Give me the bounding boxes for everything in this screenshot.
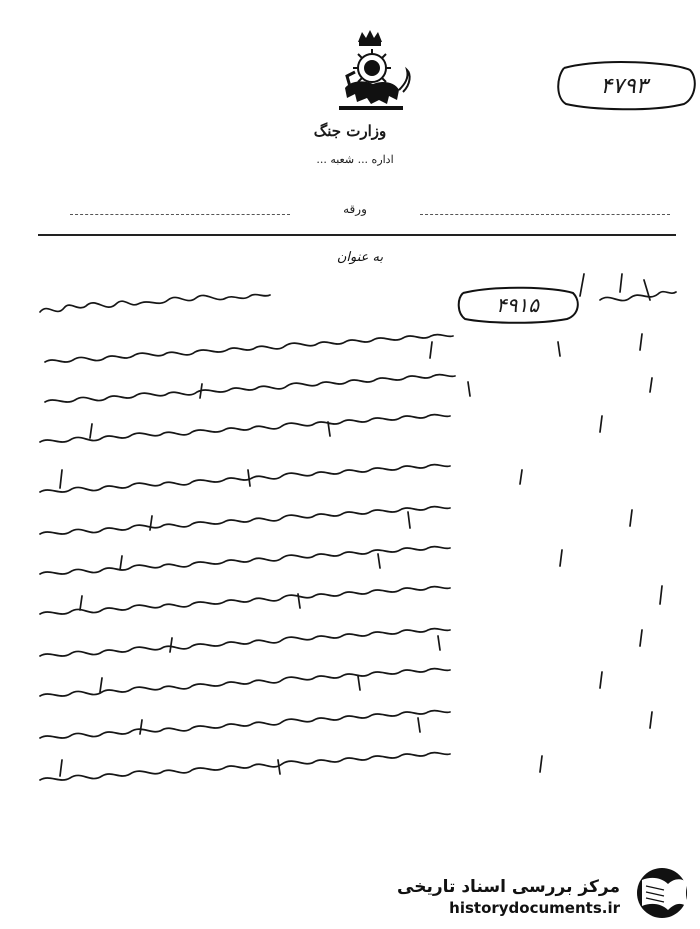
- handwriting-line: [40, 586, 662, 614]
- handwriting-line: [40, 415, 602, 442]
- archive-name: مرکز بررسی اسناد تاریخی: [397, 877, 620, 897]
- handwriting-line: [40, 465, 522, 492]
- reference-number: ۴۹۱۵: [496, 293, 539, 317]
- handwriting-line: [40, 547, 562, 574]
- handwriting-line: [40, 669, 602, 696]
- handwriting-line: [45, 375, 652, 402]
- ministry-name: وزارت جنگ: [313, 122, 387, 140]
- handwriting-line: [45, 334, 642, 362]
- handwriting-line: [40, 753, 542, 780]
- archive-website: historydocuments.ir: [449, 899, 620, 917]
- handwriting-line: [40, 507, 632, 534]
- handwriting-line: [40, 629, 642, 656]
- handwriting-line: [40, 711, 652, 738]
- department-line: اداره ... شعبه ...: [316, 153, 394, 166]
- document-number: ۴۷۹۳: [600, 73, 648, 99]
- salutation: به عنوان: [336, 250, 384, 265]
- handwriting-line: [40, 274, 676, 312]
- sheet-label: ورقه: [343, 202, 367, 216]
- archive-logo-icon: [628, 866, 692, 920]
